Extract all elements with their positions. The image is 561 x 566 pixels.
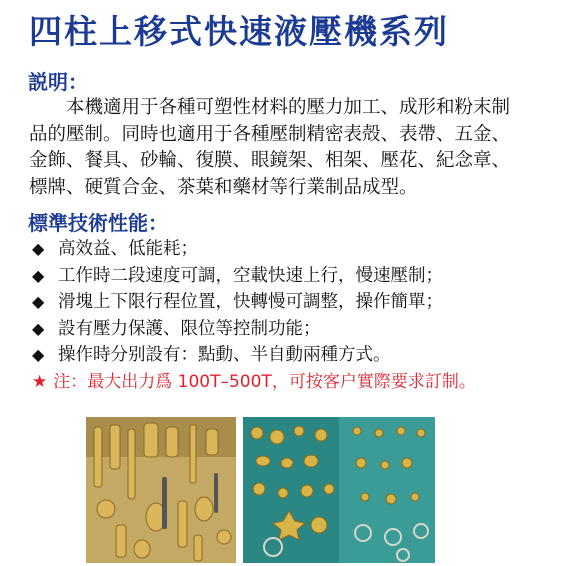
specs-list	[32, 236, 443, 369]
description-line: 標牌、硬質合金、茶葉和藥材等行業制品成型。	[29, 176, 418, 198]
jewelry-parts-illustration	[243, 417, 435, 563]
star-icon: ★	[32, 372, 48, 392]
product-photo-jewelry-parts	[243, 417, 435, 563]
list-item	[32, 289, 443, 316]
description-line: 金飾、餐具、砂輪、復膜、眼鏡架、相架、壓花、紀念章、	[29, 150, 511, 171]
list-item	[32, 263, 443, 290]
list-item-text: 高效益、低能耗；	[58, 239, 198, 259]
list-item-text: 工作時二段速度可調，空載快速上行，慢速壓制；	[58, 265, 443, 286]
list-item-text: 設有壓力保護、限位等控制功能；	[58, 318, 321, 339]
list-item	[32, 316, 443, 343]
diamond-bullet-icon: ◆	[32, 318, 45, 338]
diamond-bullet-icon: ◆	[32, 239, 45, 258]
diamond-bullet-icon: ◆	[32, 265, 45, 285]
capacity-note	[32, 370, 476, 394]
description-heading: 説明：	[28, 70, 88, 94]
capacity-note-text: 注：最大出力爲 100T–500T，可按客户實際要求訂制。	[53, 372, 476, 392]
description-line: 品的壓制。同時也適用于各種壓制精密表殻、表帶、五金、	[29, 123, 511, 145]
list-item-text: 滑塊上下限行程位置，快轉慢可調整，操作簡單；	[58, 292, 443, 312]
brass-parts-illustration	[86, 417, 236, 563]
description-text	[29, 95, 541, 201]
diamond-bullet-icon: ◆	[32, 292, 45, 311]
list-item	[32, 236, 443, 263]
diamond-bullet-icon: ◆	[32, 345, 45, 364]
description-line: 本機適用于各種可塑性材料的壓力加工、成形和粉末制	[66, 97, 511, 118]
list-item-text: 操作時分别設有：點動、半自動兩種方式。	[58, 345, 391, 365]
page-title: 四柱上移式快速液壓機系列	[29, 12, 449, 51]
list-item	[32, 342, 443, 369]
product-photo-brass-parts	[86, 417, 236, 563]
specs-heading: 標準技術性能：	[28, 211, 168, 235]
